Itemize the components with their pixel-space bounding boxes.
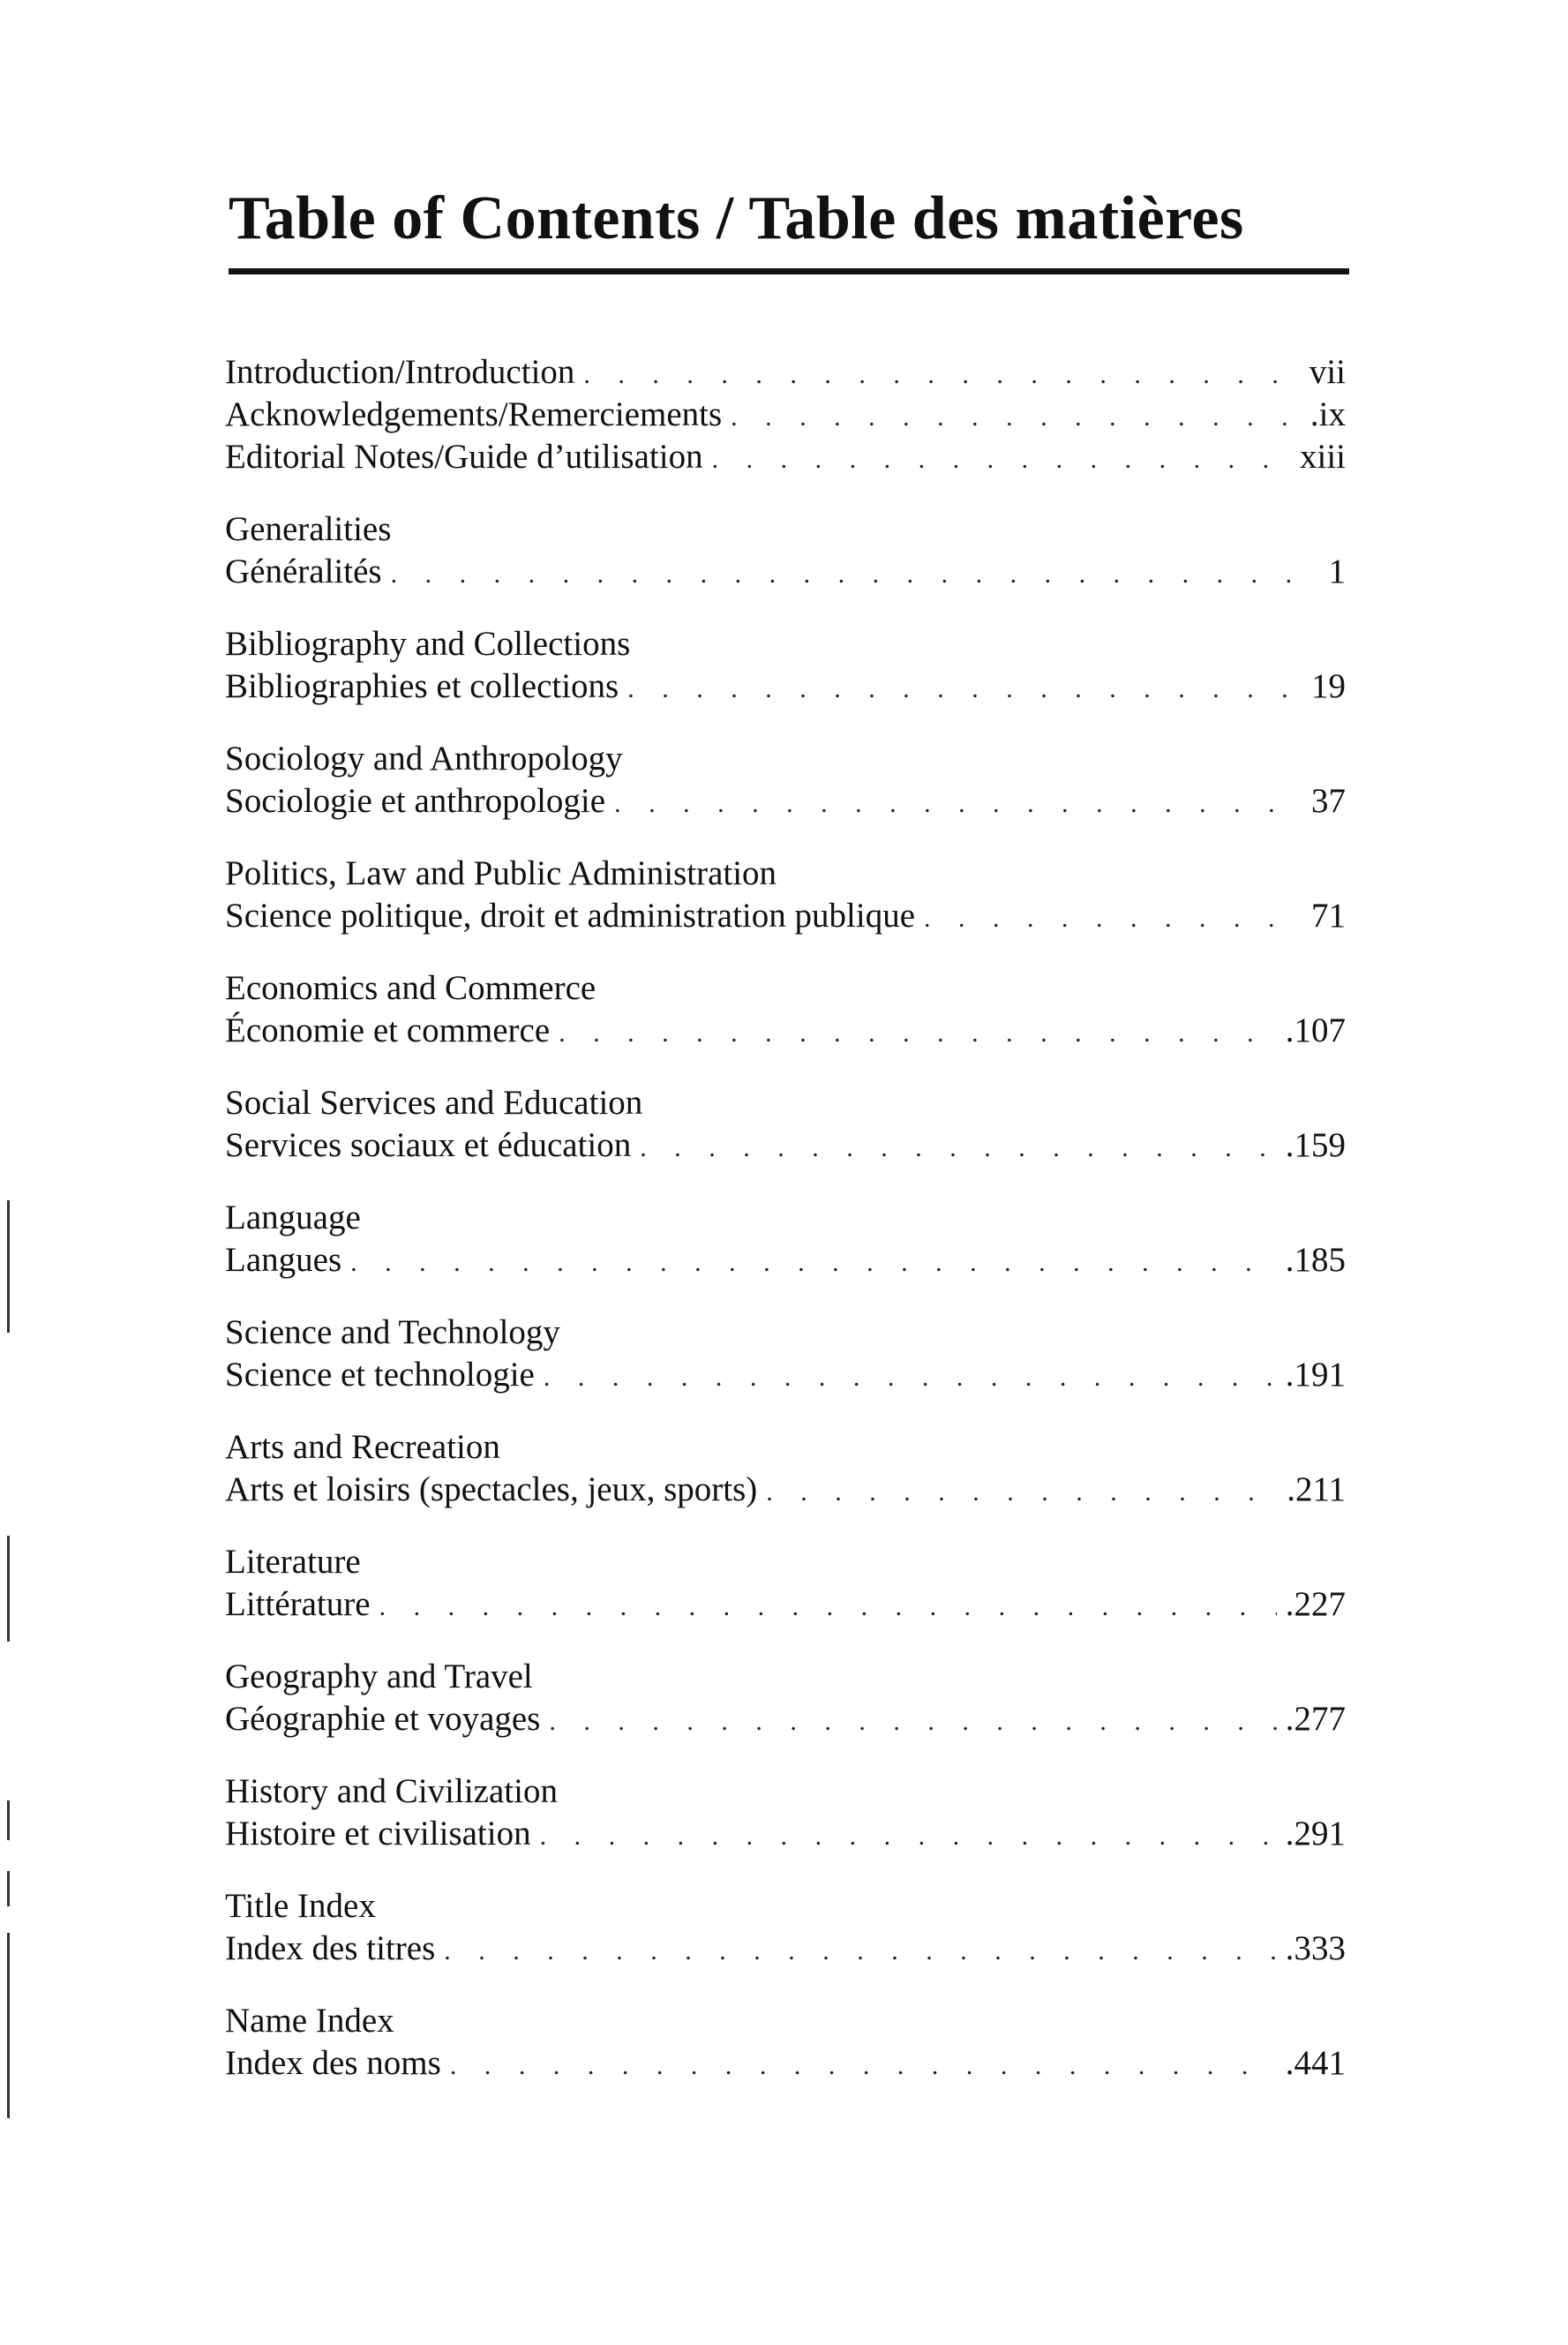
page-number: .333 xyxy=(1285,1929,1346,1967)
page-title: Table of Contents / Table des matières xyxy=(229,184,1244,252)
dot-leader xyxy=(583,354,1300,396)
toc-entry-name-index[interactable] xyxy=(225,2000,1346,2085)
page-number: .211 xyxy=(1287,1470,1346,1508)
page-number: .291 xyxy=(1285,1815,1346,1853)
toc-list xyxy=(225,351,1346,2085)
section-heading-english: Sociology and Anthropology xyxy=(225,740,623,778)
dot-leader xyxy=(614,783,1302,825)
page-number: 71 xyxy=(1311,897,1346,935)
page-number: xiii xyxy=(1299,438,1346,476)
scan-margin-mark xyxy=(7,1871,10,1906)
dot-leader xyxy=(450,2045,1277,2087)
section-heading-french: Services sociaux et éducation xyxy=(225,1126,632,1164)
page-number: .441 xyxy=(1285,2044,1346,2082)
section-heading-english: Social Services and Education xyxy=(225,1084,643,1122)
section-heading-french: Science politique, droit et administration publique xyxy=(225,897,915,935)
toc-entry-language[interactable] xyxy=(225,1197,1346,1281)
page-number: .227 xyxy=(1285,1585,1346,1623)
section-heading-english: Generalities xyxy=(225,510,392,548)
section-heading-french: Géographie et voyages xyxy=(225,1700,541,1738)
section-heading-english: Politics, Law and Public Administration xyxy=(225,854,777,892)
dot-leader xyxy=(559,1012,1277,1055)
dot-leader xyxy=(350,1242,1277,1284)
section-heading-english: Title Index xyxy=(225,1887,376,1925)
toc-entry-geography[interactable] xyxy=(225,1656,1346,1740)
page-number: .159 xyxy=(1285,1126,1346,1164)
section-heading-english: Economics and Commerce xyxy=(225,969,596,1007)
page-number: .185 xyxy=(1285,1241,1346,1279)
toc-entry-science[interactable] xyxy=(225,1312,1346,1396)
toc-entry-introduction[interactable] xyxy=(225,351,1346,394)
section-heading-english: Literature xyxy=(225,1543,361,1581)
dot-leader xyxy=(379,1586,1277,1628)
toc-entry-acknowledgements[interactable] xyxy=(225,394,1346,436)
page-number: .107 xyxy=(1285,1011,1346,1049)
section-heading-english: Name Index xyxy=(225,2002,394,2040)
section-heading-english: History and Civilization xyxy=(225,1772,558,1810)
page-number: .ix xyxy=(1309,395,1346,433)
dot-leader xyxy=(549,1701,1276,1743)
dot-leader xyxy=(391,553,1302,596)
toc-entry-politics[interactable] xyxy=(225,853,1346,937)
dot-leader xyxy=(924,898,1302,940)
page-number: 1 xyxy=(1328,552,1346,590)
section-heading-english: Science and Technology xyxy=(225,1313,560,1351)
dot-leader xyxy=(627,668,1302,710)
section-heading-french: Langues xyxy=(225,1241,342,1279)
dot-leader xyxy=(444,1930,1276,1973)
toc-entry-editorial-notes[interactable] xyxy=(225,436,1346,478)
section-heading-french: Arts et loisirs (spectacles, jeux, sports) xyxy=(225,1470,758,1508)
toc-entry-arts[interactable] xyxy=(225,1426,1346,1511)
entry-label: Acknowledgements/Remerciements xyxy=(225,395,723,433)
title-rule xyxy=(229,268,1349,274)
dot-leader xyxy=(544,1357,1277,1399)
page-number: .191 xyxy=(1285,1356,1346,1394)
page-number: vii xyxy=(1309,353,1346,391)
toc-entry-literature[interactable] xyxy=(225,1541,1346,1626)
section-heading-french: Économie et commerce xyxy=(225,1011,551,1049)
toc-entry-sociology[interactable] xyxy=(225,738,1346,823)
toc-entry-history[interactable] xyxy=(225,1770,1346,1855)
toc-entry-economics[interactable] xyxy=(225,967,1346,1052)
scan-margin-mark xyxy=(7,1800,10,1840)
dot-leader xyxy=(640,1127,1277,1169)
section-heading-french: Sociologie et anthropologie xyxy=(225,782,606,820)
page-number: 37 xyxy=(1311,782,1346,820)
toc-entry-generalities[interactable] xyxy=(225,508,1346,593)
dot-leader xyxy=(766,1471,1278,1514)
dot-leader xyxy=(731,396,1302,439)
section-heading-french: Index des noms xyxy=(225,2044,441,2082)
page-number: .277 xyxy=(1285,1700,1346,1738)
entry-label: Editorial Notes/Guide d’utilisation xyxy=(225,438,703,476)
section-heading-french: Bibliographies et collections xyxy=(225,667,619,705)
section-heading-english: Arts and Recreation xyxy=(225,1428,500,1466)
toc-entry-title-index[interactable] xyxy=(225,1885,1346,1970)
scan-margin-mark xyxy=(7,1200,10,1333)
page-number: 19 xyxy=(1311,667,1346,705)
scan-margin-mark xyxy=(7,1536,10,1642)
entry-label: Introduction/Introduction xyxy=(225,353,575,391)
toc-entry-social-services[interactable] xyxy=(225,1082,1346,1167)
section-heading-english: Bibliography and Collections xyxy=(225,625,631,663)
section-heading-french: Science et technologie xyxy=(225,1356,535,1394)
section-heading-french: Littérature xyxy=(225,1585,371,1623)
section-heading-english: Geography and Travel xyxy=(225,1657,533,1695)
toc-entry-bibliography[interactable] xyxy=(225,623,1346,708)
section-heading-french: Généralités xyxy=(225,552,382,590)
section-heading-french: Index des titres xyxy=(225,1929,436,1967)
section-heading-english: Language xyxy=(225,1199,361,1236)
dot-leader xyxy=(540,1815,1277,1858)
scan-margin-mark xyxy=(7,1933,10,2118)
section-heading-french: Histoire et civilisation xyxy=(225,1815,531,1853)
dot-leader xyxy=(712,439,1291,481)
